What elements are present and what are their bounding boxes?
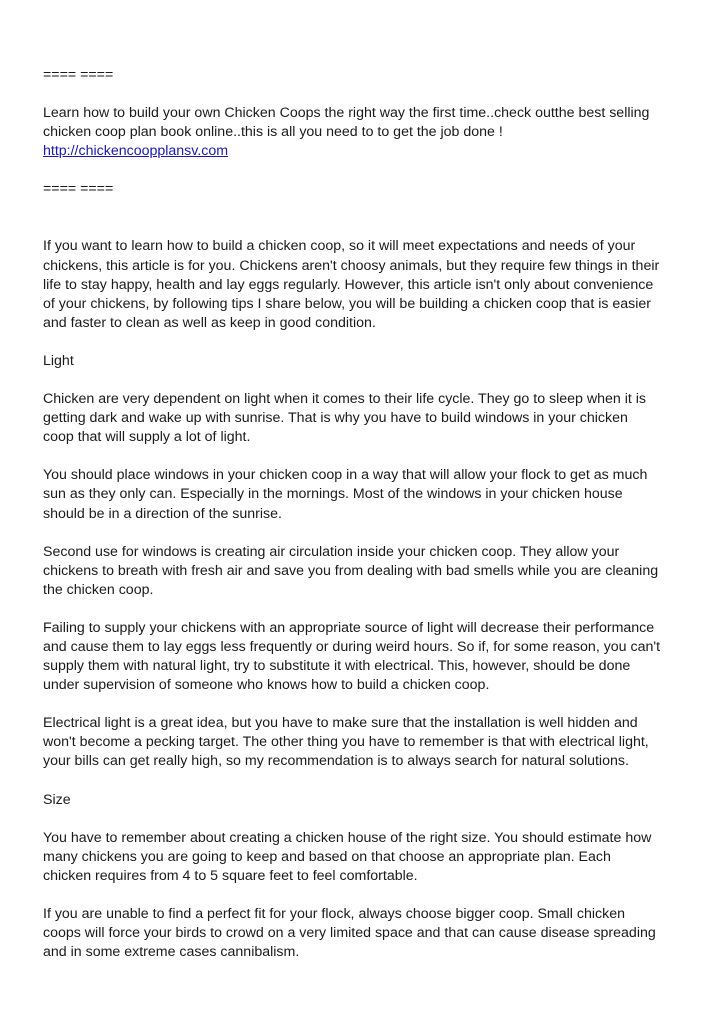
section-heading-light: Light — [43, 352, 74, 369]
light-paragraph-2: You should place windows in your chicken coop in a way that will allow your flock to get as much sun as they only can. Especially in the mornings. Most of the windows in your chicken house should be in a direction of the sunrise. — [43, 467, 648, 522]
light-paragraph-4: Failing to supply your chickens with an appropriate source of light will decrease their performance and cause them to lay eggs less frequently or during weird hours. So if, for some reason, you can't supply them with natural light, try to substitute it with electrical. This, however, should be done under supervision of someone who knows how to build a chicken coop. — [43, 619, 661, 694]
document-page — [43, 66, 688, 962]
size-paragraph-1: You have to remember about creating a chicken house of the right size. You should estimate how many chickens you are going to keep and based on that choose an appropriate plan. Each chicken requires from 4 to 5 square feet to feel comfortable. — [43, 829, 652, 884]
light-paragraph-1: Chicken are very dependent on light when it comes to their life cycle. They go to sleep when it is getting dark and wake up with sunrise. That is why you have to build windows in your chicken coop that will supply a lot of light. — [43, 391, 647, 446]
light-paragraph-3: Second use for windows is creating air circulation inside your chicken coop. They allow your chickens to breath with fresh air and save you from dealing with bad smells while you are cleaning the chicken coop. — [43, 543, 659, 598]
promo-link[interactable]: http://chickencoopplansv.com — [43, 143, 229, 160]
section-heading-size: Size — [43, 791, 71, 808]
intro-paragraph: If you want to learn how to build a chicken coop, so it will meet expectations and needs of your chickens, this article is for you. Chickens aren't choosy animals, but they require few things in their life to stay happy, health and lay eggs regularly. However, this article isn't only about convenience of your chickens, by following tips I share below, you will be building a chicken coop that is easier and faster to clean as well as keep in good condition. — [43, 238, 660, 331]
promo-text: Learn how to build your own Chicken Coops the right way the first time..check outthe best selling chicken coop plan book online..this is all you need to to get the job done ! — [43, 105, 650, 141]
separator-top: ==== ==== — [43, 67, 114, 83]
light-paragraph-5: Electrical light is a great idea, but you have to make sure that the installation is well hidden and won't become a pecking target. The other thing you have to remember is that with electrical light, your bills can get really high, so my recommendation is to always search for natural solutions. — [43, 715, 649, 770]
separator-bottom: ==== ==== — [43, 181, 114, 198]
size-paragraph-2: If you are unable to find a perfect fit for your flock, always choose bigger coop. Small chicken coops will force your birds to crowd on a very limited space and that can cause disease spreading and in some extreme cases cannibalism. — [43, 905, 656, 961]
